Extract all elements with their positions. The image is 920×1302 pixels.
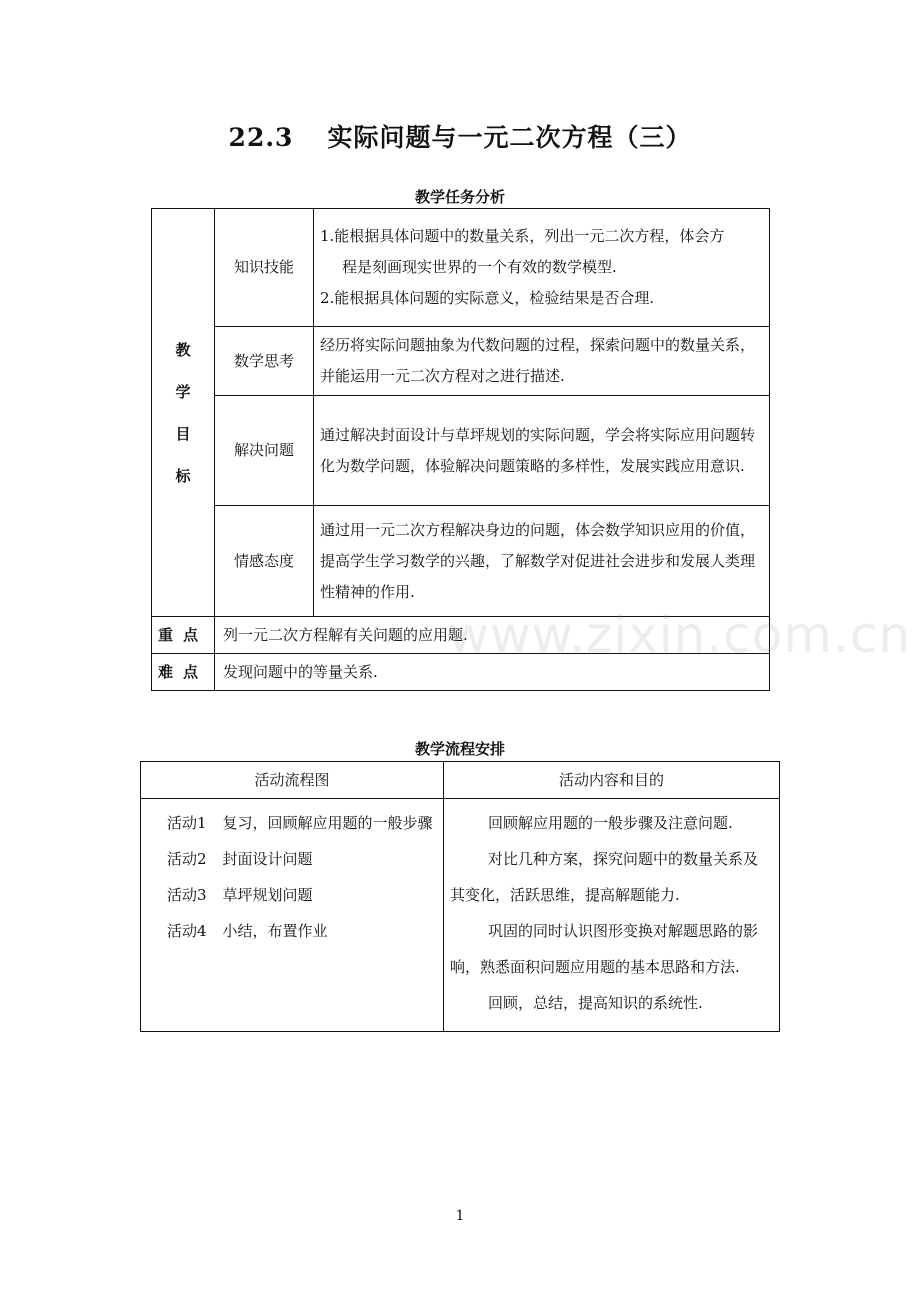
- list-item: 活动2 封面设计问题: [167, 850, 313, 868]
- flow-header-contents: 活动内容和目的: [444, 762, 780, 799]
- teaching-flow-table: [140, 761, 780, 1032]
- goal-category-knowledge: 知识技能: [215, 209, 314, 327]
- section-number: 22.3: [228, 123, 294, 152]
- document-title: [0, 118, 920, 154]
- activity-list: [141, 799, 444, 1032]
- list-item: 回顾，总结，提高知识的系统性.: [488, 994, 703, 1012]
- page-number: 1: [455, 1208, 465, 1224]
- goal-description-problem-solving: 通过解决封面设计与草坪规划的实际问题，学会将实际应用问题转化为数学问题，体验解决问题策略的多样性，发展实践应用意识.: [314, 396, 770, 506]
- goal-description-knowledge: 1.能根据具体问题中的数量关系，列出一元二次方程，体会方 程是刻画现实世界的一个有效的数学模型. 2.能根据具体问题的实际意义，检验结果是否合理.: [314, 209, 770, 327]
- analysis-caption: 教学任务分析: [414, 188, 505, 206]
- list-item: 对比几种方案，探究问题中的数量关系及其变化，活跃思维，提高解题能力.: [450, 850, 759, 904]
- key-point-label: 重点: [152, 617, 215, 654]
- goal-description-thinking: 经历将实际问题抽象为代数问题的过程，探索问题中的数量关系，并能运用一元二次方程对之进行描述.: [314, 327, 770, 396]
- list-item: 活动3 草坪规划问题: [167, 886, 313, 904]
- difficult-point-text: 发现问题中的等量关系.: [215, 654, 770, 691]
- difficult-point-label: 难点: [152, 654, 215, 691]
- flow-header-activities: 活动流程图: [141, 762, 444, 799]
- goal-category-thinking: 数学思考: [215, 327, 314, 396]
- teaching-goals-header: 教 学 目 标: [152, 209, 215, 617]
- goal-description-attitude: 通过用一元二次方程解决身边的问题，体会数学知识应用的价值，提高学生学习数学的兴趣，了解数学对促进社会进步和发展人类理性精神的作用.: [314, 506, 770, 617]
- watermark: www.zixin.com.cn: [448, 606, 912, 664]
- goal-category-problem-solving: 解决问题: [215, 396, 314, 506]
- list-item: 巩固的同时认识图形变换对解题思路的影响，熟悉面积问题应用题的基本思路和方法.: [450, 922, 759, 976]
- section-title: 实际问题与一元二次方程（三）: [327, 123, 692, 152]
- list-item: 活动4 小结，布置作业: [167, 922, 328, 940]
- teaching-task-analysis-table: [151, 208, 770, 691]
- list-item: 活动1 复习，回顾解应用题的一般步骤: [167, 814, 433, 832]
- list-item: 回顾解应用题的一般步骤及注意问题.: [488, 814, 733, 832]
- goal-category-attitude: 情感态度: [215, 506, 314, 617]
- key-point-text: 列一元二次方程解有关问题的应用题.: [215, 617, 770, 654]
- flow-caption: 教学流程安排: [414, 740, 505, 758]
- activity-contents: [444, 799, 780, 1032]
